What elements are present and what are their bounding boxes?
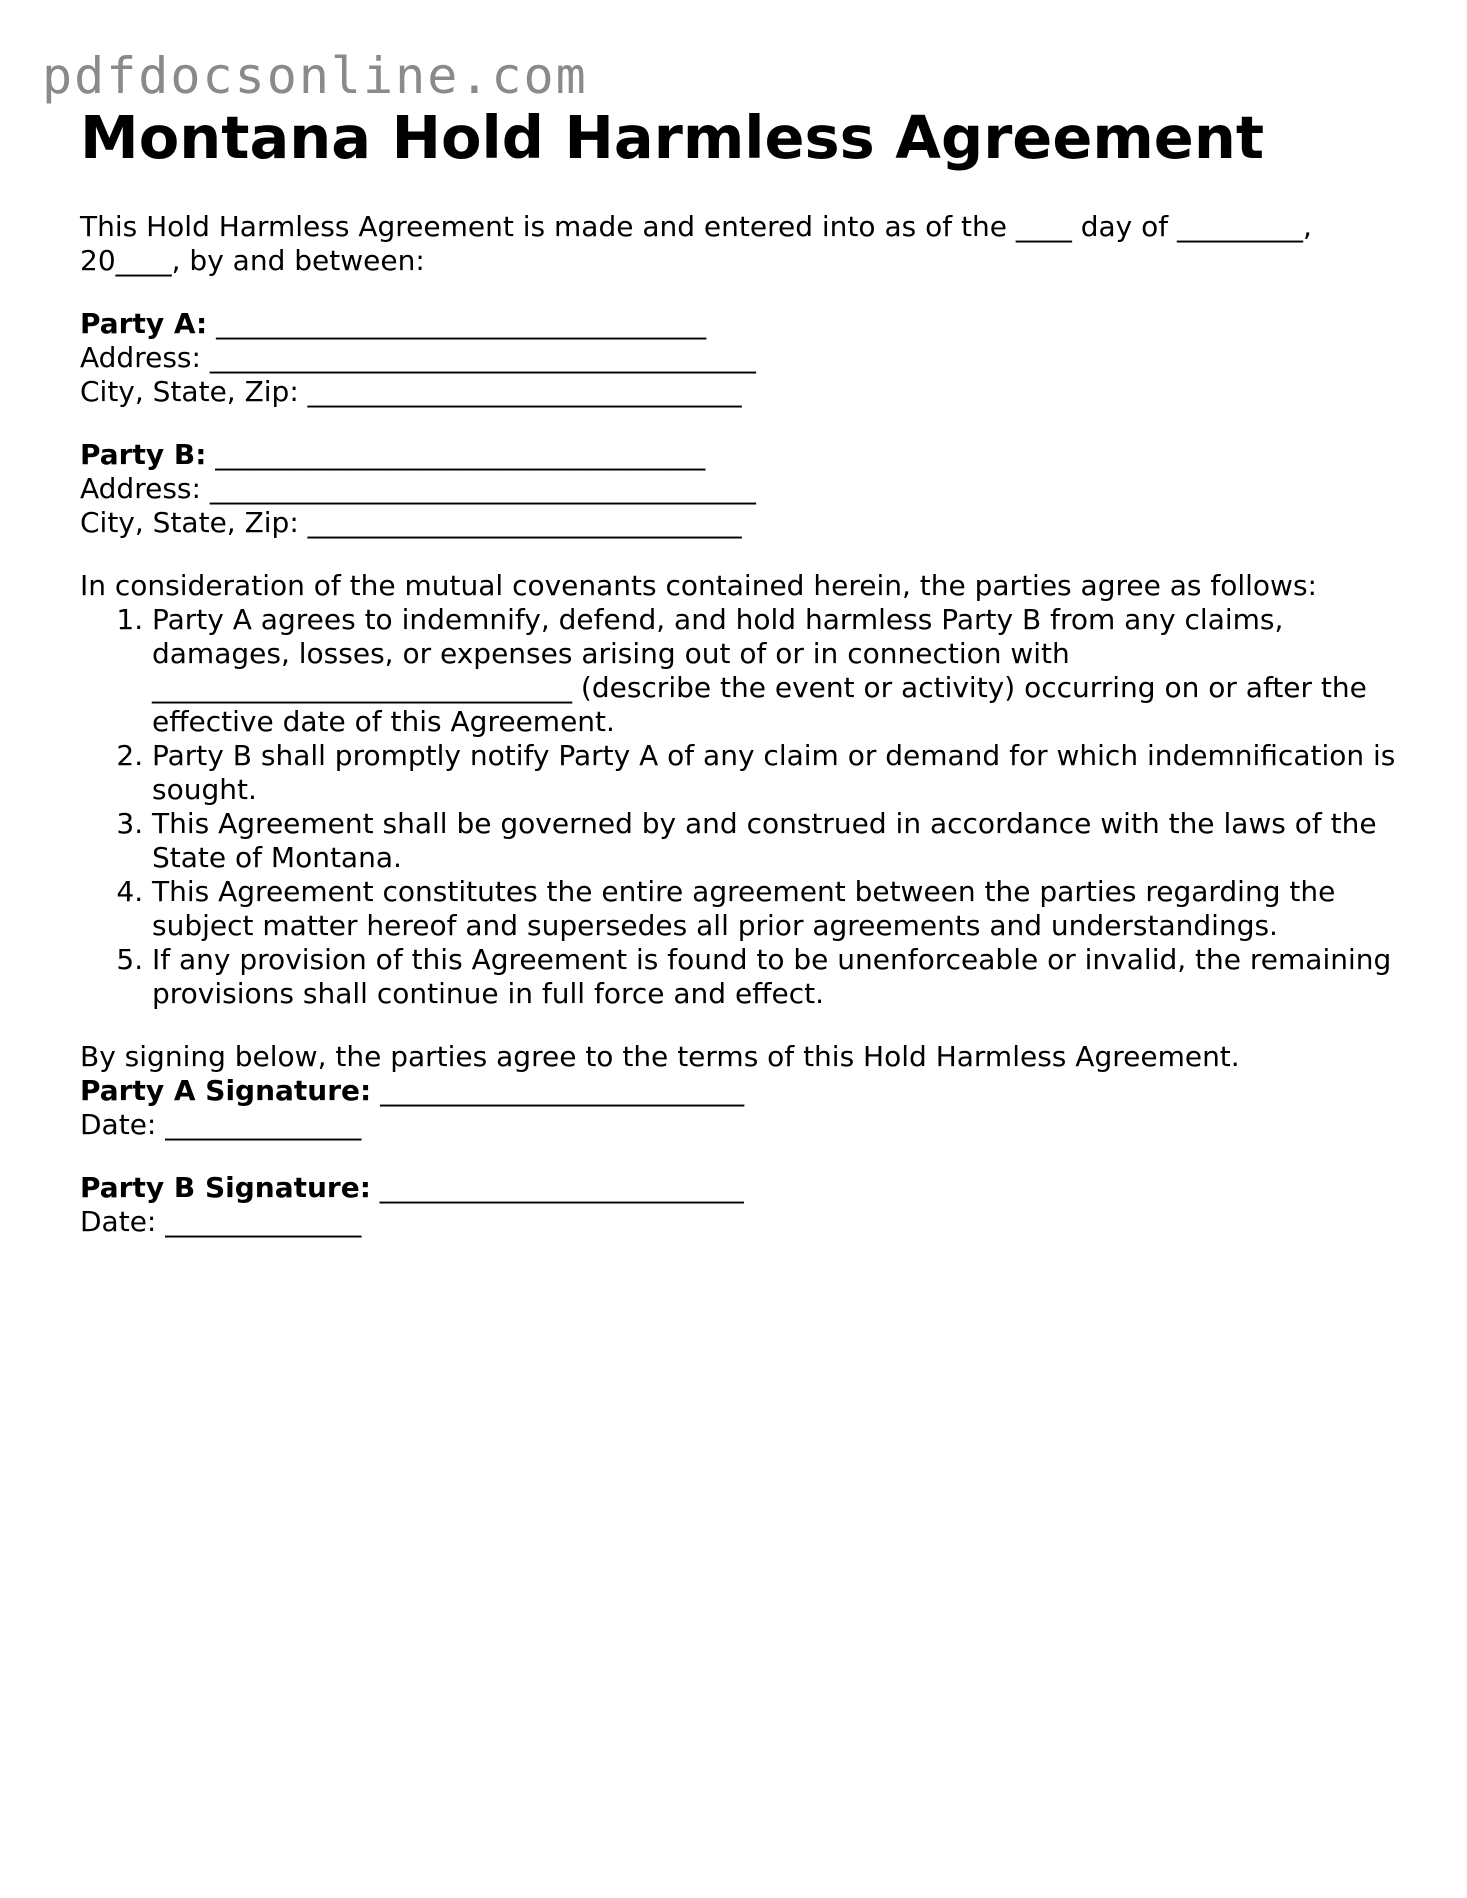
intro-line-1: This Hold Harmless Agreement is made and entered into as of the ____ day of _________,: [80, 210, 1312, 243]
party-b-name-blank: ___________________________________: [206, 438, 706, 471]
intro-line-2: 20____, by and between:: [80, 244, 425, 277]
signature-a-block: [80, 1074, 1400, 1142]
signature-b-label: Party B Signature:: [80, 1171, 371, 1204]
signature-a-date: Date: ______________: [80, 1108, 362, 1141]
party-a-block: [80, 307, 1400, 409]
party-a-name-line: [80, 307, 1400, 341]
signature-b-block: [80, 1171, 1400, 1239]
party-a-label: Party A:: [80, 307, 208, 340]
term-item-2: 2. Party B shall promptly notify Party A of any claim or demand for which indemnification is sought.: [152, 739, 1400, 807]
intro-paragraph: [80, 210, 1400, 278]
signature-a-line: [80, 1074, 1400, 1108]
signature-a-blank: __________________________: [371, 1074, 745, 1107]
term-item-5: 5. If any provision of this Agreement is found to be unenforceable or invalid, the remaining provisions shall continue in full force and effect.: [152, 943, 1400, 1011]
document-title: Montana Hold Harmless Agreement: [80, 103, 1265, 172]
party-a-address: Address: _______________________________________: [80, 341, 756, 374]
party-b-city-state-zip: City, State, Zip: _______________________________: [80, 506, 742, 539]
party-b-block: [80, 438, 1400, 540]
party-a-city-state-zip: City, State, Zip: _______________________________: [80, 375, 742, 408]
term-item-4: 4. This Agreement constitutes the entire agreement between the parties regarding the subject matter hereof and supersedes all prior agreements and understandings.: [152, 875, 1400, 943]
party-b-address: Address: _______________________________________: [80, 472, 756, 505]
terms-list: [80, 603, 1400, 1011]
consideration-paragraph: In consideration of the mutual covenants contained herein, the parties agree as follows:: [80, 569, 1317, 602]
document-body: [80, 210, 1400, 1268]
signature-b-line: [80, 1171, 1400, 1205]
signature-b-blank: __________________________: [370, 1171, 744, 1204]
term-item-1: 1. Party A agrees to indemnify, defend, and hold harmless Party B from any claims, damages, losses, or expenses arising out of or in connection with ______________________________ (describe the event or activity) occurring on or after the effective date of this Agreement.: [152, 603, 1400, 739]
signing-statement: By signing below, the parties agree to the terms of this Hold Harmless Agreement.: [80, 1040, 1240, 1073]
signature-a-label: Party A Signature:: [80, 1074, 372, 1107]
party-b-name-line: [80, 438, 1400, 472]
party-b-label: Party B:: [80, 438, 207, 471]
watermark: pdfdocsonline.com: [42, 47, 588, 105]
party-a-name-blank: ___________________________________: [207, 307, 707, 340]
term-item-3: 3. This Agreement shall be governed by and construed in accordance with the laws of the State of Montana.: [152, 807, 1400, 875]
signature-b-date: Date: ______________: [80, 1205, 362, 1238]
